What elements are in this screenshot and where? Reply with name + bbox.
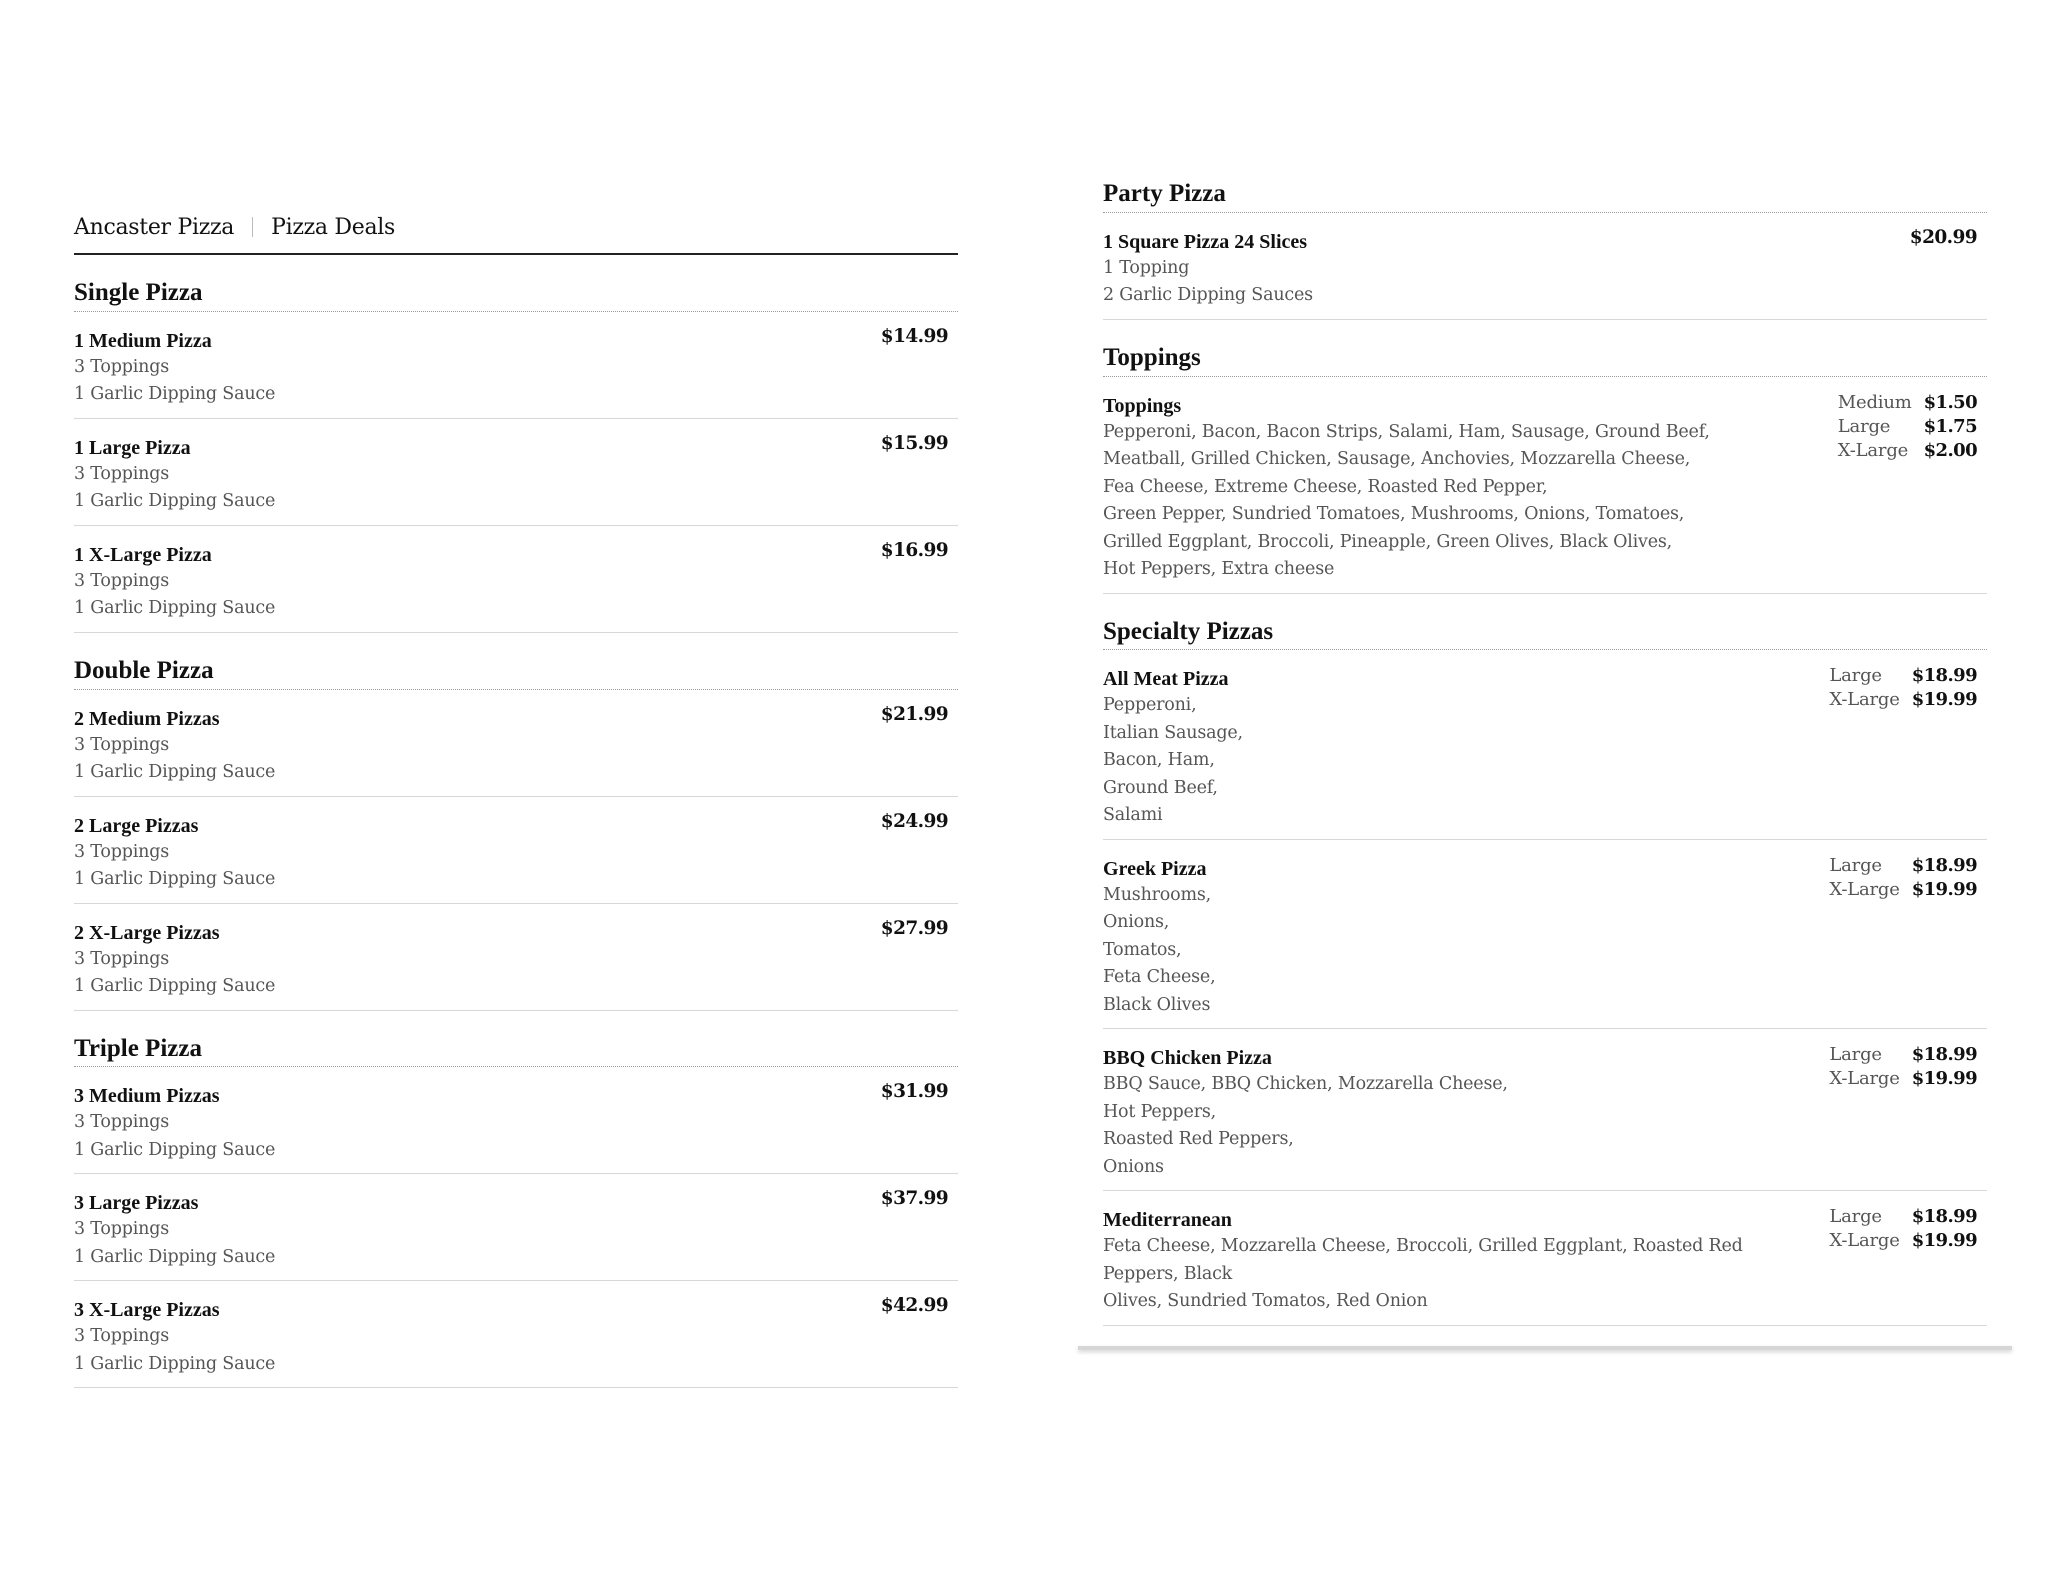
item-price: $37.99 xyxy=(880,1188,948,1210)
section-title: Specialty Pizzas xyxy=(1103,618,1987,651)
item-description xyxy=(74,461,794,516)
item-description xyxy=(74,1323,794,1378)
item-description xyxy=(74,1109,794,1164)
item-detail-line: Roasted Red Peppers, xyxy=(1103,1129,1294,1150)
item-detail-line: 1 Garlic Dipping Sauce xyxy=(74,491,276,512)
size-price: $19.99 xyxy=(1911,689,1977,711)
item-name: Greek Pizza xyxy=(1103,857,1207,880)
item-description xyxy=(1103,419,1823,584)
menu-item xyxy=(74,797,958,904)
menu-section xyxy=(74,1035,958,1389)
menu-item xyxy=(1103,1029,1987,1191)
item-detail-line: Pepperoni, Bacon, Bacon Strips, Salami, Ham, Sausage, Ground Beef, xyxy=(1103,421,1710,442)
menu-item xyxy=(1103,840,1987,1030)
item-detail-line: 1 Garlic Dipping Sauce xyxy=(74,976,276,996)
item-description xyxy=(74,732,794,787)
menu-section xyxy=(1103,180,1987,320)
menu-section xyxy=(74,657,958,1011)
size-price: $18.99 xyxy=(1911,1044,1977,1066)
item-price: $15.99 xyxy=(880,432,948,454)
section-title: Double Pizza xyxy=(74,657,958,690)
item-detail-line: Pepperoni, xyxy=(1103,695,1197,716)
item-detail-line: Olives, Sundried Tomatos, Red Onion xyxy=(1103,1291,1428,1312)
size-label: X-Large xyxy=(1837,439,1909,461)
item-detail-line: 3 Toppings xyxy=(74,841,170,862)
item-price: $27.99 xyxy=(880,917,948,939)
section-title: Single Pizza xyxy=(74,279,958,312)
size-price: $19.99 xyxy=(1911,1068,1977,1090)
menu-item xyxy=(74,1067,958,1174)
size-price: $18.99 xyxy=(1911,1206,1977,1228)
item-detail-line: 2 Garlic Dipping Sauces xyxy=(1103,285,1313,306)
section-title: Triple Pizza xyxy=(74,1035,958,1068)
menu-section xyxy=(1103,618,1987,1326)
item-detail-line: Hot Peppers, Extra cheese xyxy=(1103,559,1335,579)
size-label: Large xyxy=(1837,415,1891,437)
item-description xyxy=(1103,1233,1823,1316)
left-sections xyxy=(74,279,958,1388)
menu-item xyxy=(1103,377,1987,594)
item-price: $20.99 xyxy=(1909,226,1977,248)
item-detail-line: BBQ Sauce, BBQ Chicken, Mozzarella Cheese, xyxy=(1103,1074,1508,1095)
menu-header xyxy=(74,209,958,255)
size-label: Large xyxy=(1829,1044,1882,1066)
item-detail-line: 1 Garlic Dipping Sauce xyxy=(74,869,276,889)
item-detail-line: Tomatos, xyxy=(1103,939,1182,960)
item-description xyxy=(74,946,794,1001)
size-price-list xyxy=(1829,1205,1977,1253)
item-detail-line: Black Olives xyxy=(1103,994,1211,1015)
menu-item xyxy=(74,526,958,633)
item-name: Mediterranean xyxy=(1103,1209,1232,1232)
size-label: X-Large xyxy=(1829,689,1900,711)
item-price: $31.99 xyxy=(880,1081,948,1103)
item-detail-line: Salami xyxy=(1103,805,1163,826)
size-price-list xyxy=(1829,664,1977,712)
header-divider xyxy=(252,217,253,237)
item-detail-line: Bacon, Ham, xyxy=(1103,750,1215,771)
menu-item xyxy=(74,690,958,797)
item-price: $21.99 xyxy=(880,703,948,725)
section-title: Toppings xyxy=(1103,344,1987,377)
right-menu-column xyxy=(1103,180,1987,1326)
size-price: $1.75 xyxy=(1923,415,1977,437)
item-name: 2 Medium Pizzas xyxy=(74,707,220,730)
menu-item xyxy=(74,1174,958,1281)
item-description xyxy=(1103,1071,1823,1181)
item-name: 3 Large Pizzas xyxy=(74,1192,199,1215)
item-name: 3 X-Large Pizzas xyxy=(74,1299,220,1322)
item-detail-line: 1 Garlic Dipping Sauce xyxy=(74,762,276,782)
item-description xyxy=(74,354,794,409)
item-detail-line: 3 Toppings xyxy=(74,734,170,755)
item-detail-line: 3 Toppings xyxy=(74,463,170,484)
item-detail-line: 1 Garlic Dipping Sauce xyxy=(74,1246,276,1267)
item-detail-line: Grilled Eggplant, Broccoli, Pineapple, Green Olives, Black Olives, xyxy=(1103,531,1672,552)
item-detail-line: Mushrooms, xyxy=(1103,884,1212,905)
item-description xyxy=(1103,255,1823,310)
item-detail-line: 1 Garlic Dipping Sauce xyxy=(74,384,276,405)
item-detail-line: Onions, xyxy=(1103,912,1170,933)
item-detail-line: 1 Garlic Dipping Sauce xyxy=(74,1139,276,1160)
item-name: BBQ Chicken Pizza xyxy=(1103,1047,1272,1070)
item-name: 1 Square Pizza 24 Slices xyxy=(1103,230,1308,253)
size-price: $18.99 xyxy=(1911,665,1977,687)
restaurant-name[interactable]: Ancaster Pizza xyxy=(74,214,235,240)
item-name: 1 X-Large Pizza xyxy=(74,543,212,566)
item-detail-line: Italian Sausage, xyxy=(1103,722,1243,743)
item-name: 2 Large Pizzas xyxy=(74,814,199,837)
item-price: $24.99 xyxy=(880,810,948,832)
size-price: $2.00 xyxy=(1923,439,1977,461)
size-price: $19.99 xyxy=(1911,1230,1977,1252)
menu-item xyxy=(74,1281,958,1388)
item-detail-line: 1 Garlic Dipping Sauce xyxy=(74,598,276,619)
menu-section xyxy=(74,279,958,633)
left-menu-column xyxy=(74,209,958,1388)
item-price: $42.99 xyxy=(880,1295,948,1317)
item-name: All Meat Pizza xyxy=(1103,668,1229,691)
item-price: $14.99 xyxy=(880,325,948,347)
size-price-list xyxy=(1838,391,1977,463)
item-detail-line: Ground Beef, xyxy=(1103,777,1218,798)
menu-item xyxy=(74,904,958,1011)
menu-item xyxy=(74,312,958,419)
item-name: 3 Medium Pizzas xyxy=(74,1085,220,1108)
size-label: X-Large xyxy=(1829,1230,1900,1252)
item-detail-line: 1 Garlic Dipping Sauce xyxy=(74,1353,276,1374)
size-label: X-Large xyxy=(1829,878,1900,900)
menu-item xyxy=(1103,650,1987,840)
item-detail-line: 3 Toppings xyxy=(74,1219,170,1240)
size-label: X-Large xyxy=(1829,1068,1900,1090)
item-description xyxy=(74,568,794,623)
item-description xyxy=(1103,882,1823,1020)
menu-item xyxy=(1103,1191,1987,1326)
item-detail-line: 3 Toppings xyxy=(74,948,170,969)
item-name: 1 Large Pizza xyxy=(74,436,191,459)
size-price-list xyxy=(1829,854,1977,902)
size-price: $18.99 xyxy=(1911,854,1977,876)
item-description xyxy=(1103,692,1823,830)
menu-item xyxy=(74,419,958,526)
item-detail-line: 3 Toppings xyxy=(74,1112,170,1133)
size-label: Large xyxy=(1829,1206,1882,1228)
item-name: 2 X-Large Pizzas xyxy=(74,921,220,944)
size-label: Medium xyxy=(1837,391,1912,413)
menu-item xyxy=(1103,213,1987,320)
item-detail-line: 1 Topping xyxy=(1103,257,1190,278)
right-sections xyxy=(1103,180,1987,1326)
page-shadow-divider xyxy=(1078,1346,2012,1350)
item-detail-line: 3 Toppings xyxy=(74,570,170,591)
item-detail-line: Fea Cheese, Extreme Cheese, Roasted Red Pepper, xyxy=(1103,476,1548,497)
item-detail-line: 3 Toppings xyxy=(74,356,170,377)
item-name: 1 Medium Pizza xyxy=(74,329,212,352)
size-price-list xyxy=(1829,1043,1977,1091)
page-title: Pizza Deals xyxy=(271,214,396,240)
item-detail-line: Feta Cheese, xyxy=(1103,967,1216,988)
item-detail-line: 3 Toppings xyxy=(74,1326,170,1347)
item-price: $16.99 xyxy=(880,539,948,561)
item-detail-line: Onions xyxy=(1103,1156,1164,1177)
section-title: Party Pizza xyxy=(1103,180,1987,213)
item-detail-line: Hot Peppers, xyxy=(1103,1101,1217,1122)
item-name: Toppings xyxy=(1103,394,1182,417)
size-label: Large xyxy=(1829,854,1882,876)
item-detail-line: Feta Cheese, Mozzarella Cheese, Broccoli, Grilled Eggplant, Roasted Red Peppers, Black xyxy=(1103,1236,1743,1284)
menu-section xyxy=(1103,344,1987,594)
size-price: $1.50 xyxy=(1923,391,1977,413)
item-detail-line: Meatball, Grilled Chicken, Sausage, Anchovies, Mozzarella Cheese, xyxy=(1103,449,1691,469)
size-label: Large xyxy=(1829,665,1882,687)
item-detail-line: Green Pepper, Sundried Tomatoes, Mushrooms, Onions, Tomatoes, xyxy=(1103,504,1685,524)
item-description xyxy=(74,839,794,894)
item-description xyxy=(74,1216,794,1271)
size-price: $19.99 xyxy=(1911,878,1977,900)
